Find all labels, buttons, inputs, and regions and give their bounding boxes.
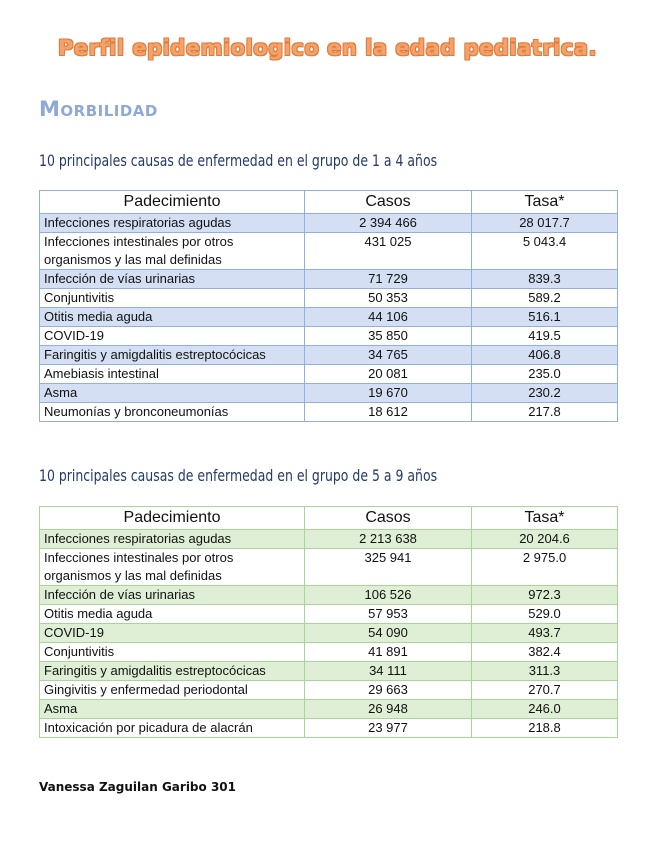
table-row [40,308,618,327]
table-row [40,233,618,270]
cell-tasa: 217.8 [472,403,618,422]
table1-subtitle: 10 principales causas de enfermedad en el grupo de 1 a 4 años [39,151,438,170]
table-row [40,289,618,308]
cell-padecimiento: Amebiasis intestinal [40,365,305,384]
cell-tasa: 419.5 [472,327,618,346]
cell-casos: 57 953 [305,605,472,624]
cell-tasa: 230.2 [472,384,618,403]
cell-padecimiento: Asma [40,700,305,719]
header-padecimiento: Padecimiento [40,191,305,214]
table-row [40,643,618,662]
cell-tasa: 270.7 [472,681,618,700]
cell-casos: 23 977 [305,719,472,738]
table-row [40,549,618,586]
cell-padecimiento: Conjuntivitis [40,643,305,662]
cell-padecimiento: Otitis media aguda [40,605,305,624]
table-row [40,719,618,738]
cell-tasa: 516.1 [472,308,618,327]
cell-tasa: 235.0 [472,365,618,384]
cell-casos: 325 941 [305,549,472,586]
table-row [40,384,618,403]
header-casos: Casos [305,507,472,530]
cell-tasa: 28 017.7 [472,214,618,233]
table-row [40,700,618,719]
cell-tasa: 839.3 [472,270,618,289]
cell-padecimiento: COVID-19 [40,327,305,346]
cell-casos: 50 353 [305,289,472,308]
header-tasa: Tasa* [472,507,618,530]
cell-tasa: 311.3 [472,662,618,681]
cell-casos: 35 850 [305,327,472,346]
page-title: Perfil epidemiologico en la edad pediatrica. [58,36,597,60]
table-row [40,270,618,289]
cell-padecimiento: Infecciones intestinales por otros organismos y las mal definidas [40,549,305,586]
cell-padecimiento: Asma [40,384,305,403]
cell-casos: 34 765 [305,346,472,365]
morbidity-table-1-4 [39,190,618,422]
cell-padecimiento: Neumonías y bronconeumonías [40,403,305,422]
cell-tasa: 2 975.0 [472,549,618,586]
cell-casos: 26 948 [305,700,472,719]
cell-casos: 18 612 [305,403,472,422]
cell-tasa: 406.8 [472,346,618,365]
cell-padecimiento: Conjuntivitis [40,289,305,308]
cell-casos: 19 670 [305,384,472,403]
cell-casos: 2 213 638 [305,530,472,549]
cell-padecimiento: Gingivitis y enfermedad periodontal [40,681,305,700]
cell-casos: 41 891 [305,643,472,662]
header-tasa: Tasa* [472,191,618,214]
table-row [40,214,618,233]
cell-padecimiento: Faringitis y amigdalitis estreptocócicas [40,662,305,681]
cell-tasa: 972.3 [472,586,618,605]
section-title: Morbilidad [39,97,158,121]
cell-casos: 431 025 [305,233,472,270]
table-row [40,365,618,384]
table-row [40,327,618,346]
cell-tasa: 218.8 [472,719,618,738]
cell-padecimiento: Infección de vías urinarias [40,270,305,289]
cell-tasa: 246.0 [472,700,618,719]
cell-tasa: 529.0 [472,605,618,624]
table-row [40,605,618,624]
cell-casos: 71 729 [305,270,472,289]
cell-padecimiento: Faringitis y amigdalitis estreptocócicas [40,346,305,365]
cell-casos: 106 526 [305,586,472,605]
cell-padecimiento: Intoxicación por picadura de alacrán [40,719,305,738]
cell-casos: 44 106 [305,308,472,327]
table-row [40,403,618,422]
morbidity-table-5-9 [39,506,618,738]
table-row [40,662,618,681]
cell-padecimiento: Infecciones intestinales por otros organismos y las mal definidas [40,233,305,270]
table-header-row [40,191,618,214]
table-row [40,586,618,605]
header-casos: Casos [305,191,472,214]
cell-tasa: 5 043.4 [472,233,618,270]
table2-subtitle: 10 principales causas de enfermedad en el grupo de 5 a 9 años [39,466,438,485]
table-header-row [40,507,618,530]
header-padecimiento: Padecimiento [40,507,305,530]
cell-casos: 54 090 [305,624,472,643]
table-row [40,346,618,365]
cell-tasa: 20 204.6 [472,530,618,549]
author-footer: Vanessa Zaguilan Garibo 301 [39,780,236,794]
cell-casos: 2 394 466 [305,214,472,233]
cell-tasa: 382.4 [472,643,618,662]
cell-casos: 29 663 [305,681,472,700]
cell-padecimiento: Infecciones respiratorias agudas [40,214,305,233]
table-row [40,530,618,549]
cell-casos: 34 111 [305,662,472,681]
cell-padecimiento: Otitis media aguda [40,308,305,327]
table-row [40,681,618,700]
cell-casos: 20 081 [305,365,472,384]
table-row [40,624,618,643]
cell-tasa: 493.7 [472,624,618,643]
cell-padecimiento: Infecciones respiratorias agudas [40,530,305,549]
cell-tasa: 589.2 [472,289,618,308]
cell-padecimiento: COVID-19 [40,624,305,643]
cell-padecimiento: Infección de vías urinarias [40,586,305,605]
